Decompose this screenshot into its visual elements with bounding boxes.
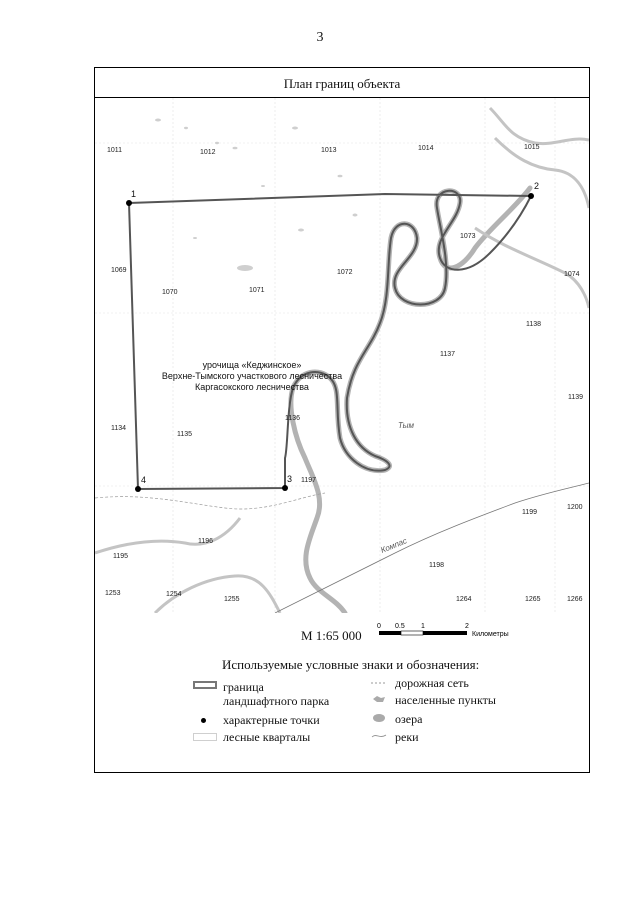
quarter-label: 1265 xyxy=(525,596,541,603)
river-tym xyxy=(291,188,530,613)
legend-boundary-label-2: ландшафтного парка xyxy=(223,694,330,708)
quarter-label: 1070 xyxy=(162,289,178,296)
legend-forest-symbol xyxy=(193,733,217,741)
river-label-tym: Тым xyxy=(398,421,414,430)
legend-forest-label: лесные кварталы xyxy=(223,730,311,744)
scale-tick: 2 xyxy=(465,623,469,630)
river-side-channel-3 xyxy=(490,108,589,144)
caption-line-2: Верхне-Тымского участкового лесничества xyxy=(161,371,343,381)
scale-tick: 0.5 xyxy=(395,623,405,630)
scale-text: М 1:65 000 xyxy=(301,628,362,643)
quarter-label: 1069 xyxy=(111,267,127,274)
legend-point-symbol xyxy=(201,718,206,723)
quarter-label: 1137 xyxy=(440,351,456,358)
quarter-label: 1196 xyxy=(198,538,214,545)
quarter-label: 1136 xyxy=(285,415,301,422)
quarter-label: 1073 xyxy=(460,233,476,240)
point-label-1: 1 xyxy=(131,189,137,199)
scale-bar xyxy=(377,620,537,640)
quarter-label: 1264 xyxy=(456,596,472,603)
legend-lakes-label: озера xyxy=(395,712,423,726)
quarter-label: 1071 xyxy=(249,287,265,294)
quarter-label: 1198 xyxy=(429,562,445,569)
lakes xyxy=(155,119,358,272)
legend-title: Используемые условные знаки и обозначения: xyxy=(222,657,480,672)
quarter-label: 1254 xyxy=(166,591,182,598)
point-3 xyxy=(282,485,288,491)
quarter-label: 1139 xyxy=(568,394,584,401)
quarter-label: 1074 xyxy=(564,271,580,278)
quarter-label: 1197 xyxy=(301,477,317,484)
river-side-channel-4 xyxy=(95,518,240,553)
legend-rivers-label: реки xyxy=(395,730,419,744)
legend-settlements-symbol xyxy=(371,694,387,704)
point-2 xyxy=(528,193,534,199)
page-number: 3 xyxy=(316,30,324,45)
legend-roads-label: дорожная сеть xyxy=(395,676,469,690)
quarter-label: 1015 xyxy=(524,144,540,151)
quarter-label: 1013 xyxy=(321,147,337,154)
point-4 xyxy=(135,486,141,492)
caption-line-3: Каргасокского лесничества xyxy=(195,382,309,392)
quarter-label: 1012 xyxy=(200,149,216,156)
map-title: План границ объекта xyxy=(95,68,589,98)
legend-roads-symbol xyxy=(371,680,387,686)
road xyxy=(95,493,325,509)
quarter-label: 1014 xyxy=(418,145,434,152)
legend-boundary-label-1: граница xyxy=(223,680,264,694)
river-side-channel-2 xyxy=(475,228,589,308)
quarter-label: 1253 xyxy=(105,590,121,597)
map-canvas xyxy=(95,98,589,613)
legend-rivers-symbol xyxy=(371,732,387,740)
quarter-label: 1195 xyxy=(113,553,129,560)
river-label-kompas: Компас xyxy=(379,536,409,555)
point-label-2: 2 xyxy=(534,181,540,191)
quarter-label: 1011 xyxy=(107,147,123,154)
quarter-label: 1266 xyxy=(567,596,583,603)
quarter-label: 1138 xyxy=(526,321,542,328)
point-label-3: 3 xyxy=(287,474,293,484)
quarter-label: 1135 xyxy=(177,431,193,438)
quarter-label: 1200 xyxy=(567,504,583,511)
legend-lakes-symbol xyxy=(371,713,387,723)
scale-unit: Километры xyxy=(472,631,509,638)
legend-settlements-label: населенные пункты xyxy=(395,693,496,707)
legend-points-label: характерные точки xyxy=(223,713,320,727)
scale-tick: 0 xyxy=(377,623,381,630)
quarter-label: 1134 xyxy=(111,425,127,432)
quarter-label: 1072 xyxy=(337,269,353,276)
quarter-label: 1199 xyxy=(522,509,538,516)
quarter-label: 1255 xyxy=(224,596,240,603)
point-label-4: 4 xyxy=(141,475,147,485)
legend-boundary-symbol xyxy=(193,681,217,689)
map-frame xyxy=(94,67,590,773)
caption-line-1: урочища «Кеджинское» xyxy=(202,360,302,370)
scale-tick: 1 xyxy=(421,623,425,630)
river-side-channel xyxy=(495,138,589,208)
point-1 xyxy=(126,200,132,206)
